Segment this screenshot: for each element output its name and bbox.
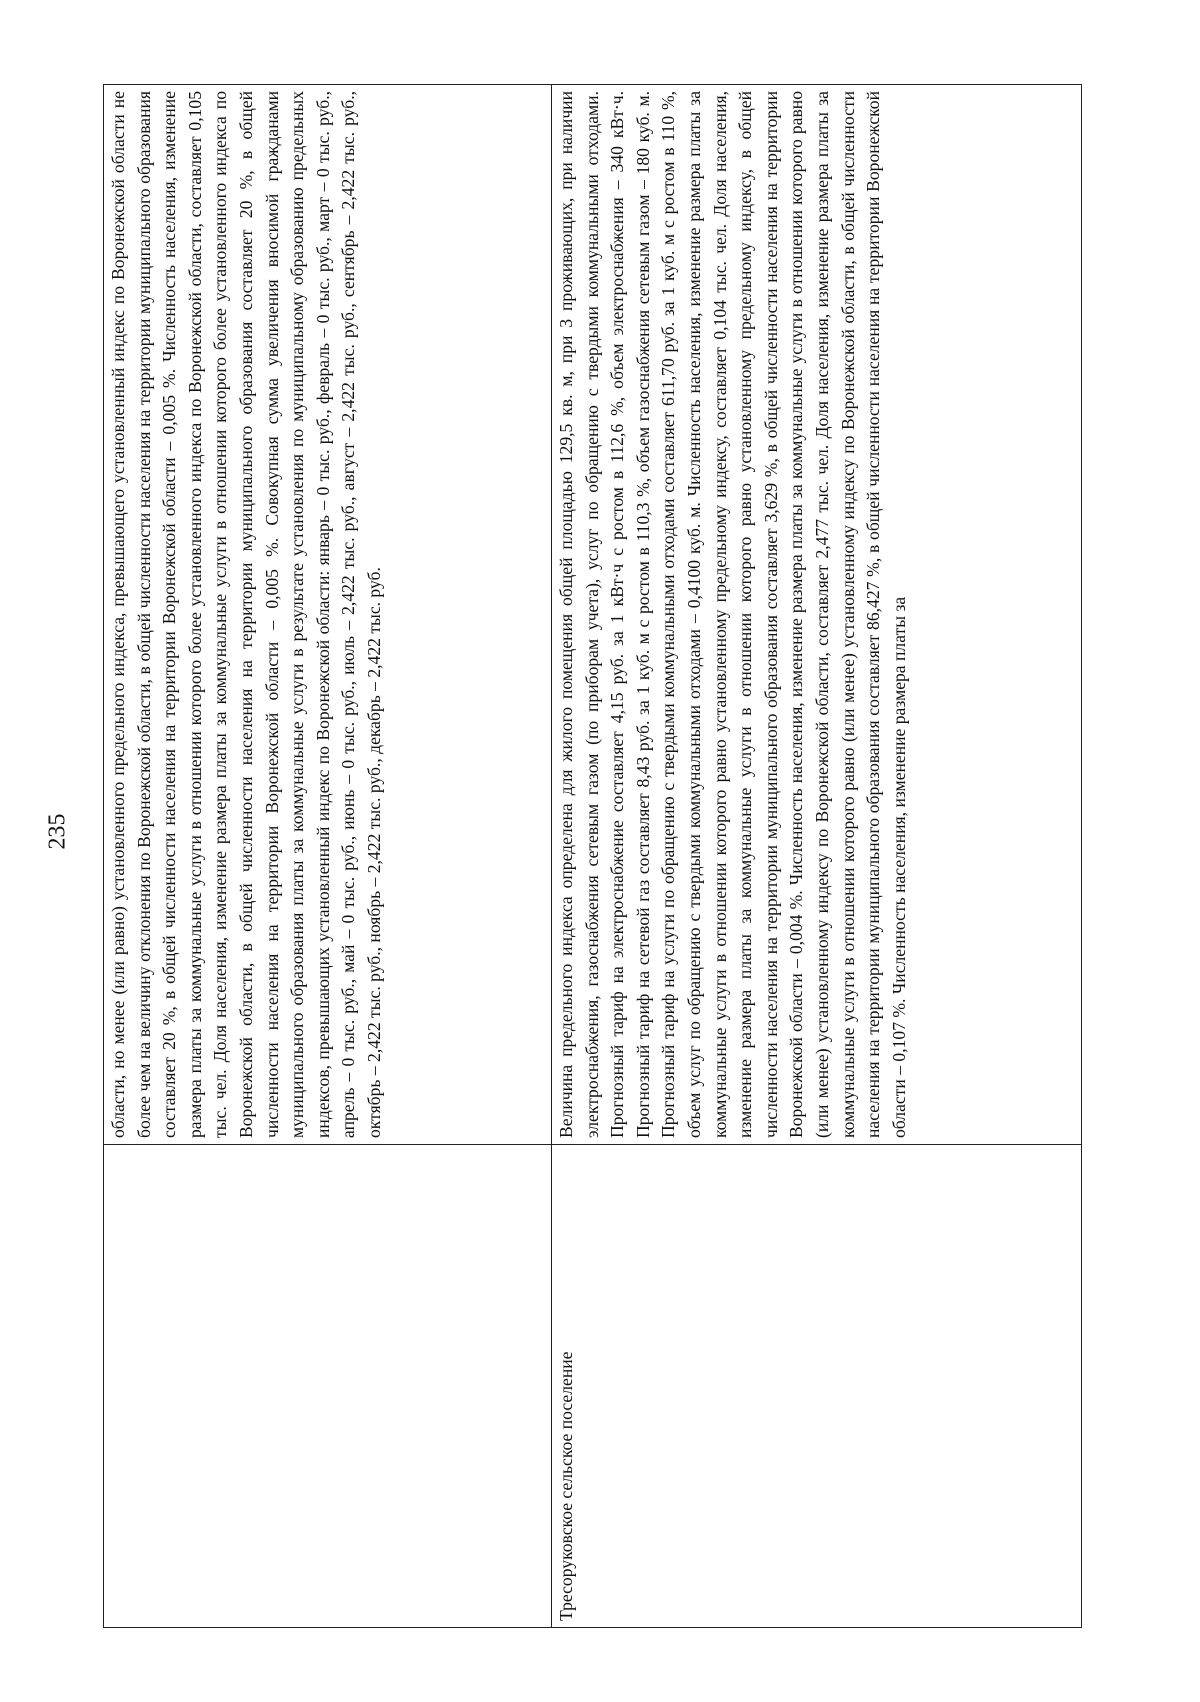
data-table (103, 84, 1082, 1628)
document-table-area (103, 84, 1081, 1628)
settlement-name-cell (104, 1145, 552, 1628)
table-row (552, 85, 1082, 1628)
table-row (104, 85, 552, 1628)
description-cell (104, 85, 552, 1145)
rotated-table-container (103, 84, 1081, 1628)
description-text: области, но менее (или равно) установленного предельного индекса, превышающего установленный индекс по Воронежской области не более чем на величину отклонения по Воронежской области, в общей численности населения на территории муниципального образования составляет 20 %, в общей численности населения на территории Воронежской области – 0,005 %. Численность населения, изменение размера платы за коммунальные услуги в отношении которого более установленного индекса по Воронежской области, составляет 0,105 тыс. чел. Доля населения, изменение размера платы за коммунальные услуги в отношении которого более установленного индекса по Воронежской области, в общей численности населения на территории муниципального образования составляет 20 %, в общей численности населения на территории Воронежской области – 0,005 %. Совокупная сумма увеличения вносимой гражданами муниципального образования платы за коммунальные услуги в результате установления по муниципальному образованию предельных индексов, превышающих установленный индекс по Воронежской области: январь – 0 тыс. руб., февраль – 0 тыс. руб., март – 0 тыс. руб., апрель – 0 тыс. руб., май – 0 тыс. руб., июнь – 0 тыс. руб., июль – 2,422 тыс. руб., август – 2,422 тыс. руб., сентябрь – 2,422 тыс. руб., октябрь – 2,422 тыс. руб., ноябрь – 2,422 тыс. руб., декабрь – 2,422 тыс. руб. (108, 91, 384, 1138)
description-text: Величина предельного индекса определена для жилого помещения общей площадью 129,5 кв. м, при 3 проживающих, при наличии электроснабжения, газоснабжения сетевым газом (по приборам учета), услуг по обращению с твердыми коммунальными отходами. Прогнозный тариф на электроснабжение составляет 4,15 руб. за 1 кВт·ч с ростом в 112,6 %, объем электроснабжения – 340 кВт·ч. Прогнозный тариф на сетевой газ составляет 8,43 руб. за 1 куб. м с ростом в 110,3 %, объем газоснабжения сетевым газом – 180 куб. м. Прогнозный тариф на услуги по обращению с твердыми коммунальными отходами составляет 611,70 руб. за 1 куб. м с ростом в 110 %, объем услуг по обращению с твердыми коммунальными отходами – 0,4100 куб. м. Численность населения, изменение размера платы за коммунальные услуги в отношении которого равно установленному предельному индексу, составляет 0,104 тыс. чел. Доля населения, изменение размера платы за коммунальные услуги в отношении которого равно установленному предельному индексу, в общей численности населения на территории муниципального образования составляет 3,629 %, в общей численности населения на территории Воронежской области – 0,004 %. Численность населения, изменение размера платы за коммунальные услуги в отношении которого равно (или менее) установленному индексу по Воронежской области, составляет 2,477 тыс. чел. Доля населения, изменение размера платы за коммунальные услуги в отношении которого равно (или менее) установленному индексу по Воронежской области, в общей численности населения на территории муниципального образования составляет 86,427 %, в общей численности населения на территории Воронежской области – 0,107 %. Численность населения, изменение размера платы за (556, 91, 909, 1138)
page-number: 235 (44, 813, 71, 850)
description-cell (552, 85, 1082, 1145)
settlement-name-cell: Тресоруковское сельское поселение (552, 1145, 1082, 1628)
